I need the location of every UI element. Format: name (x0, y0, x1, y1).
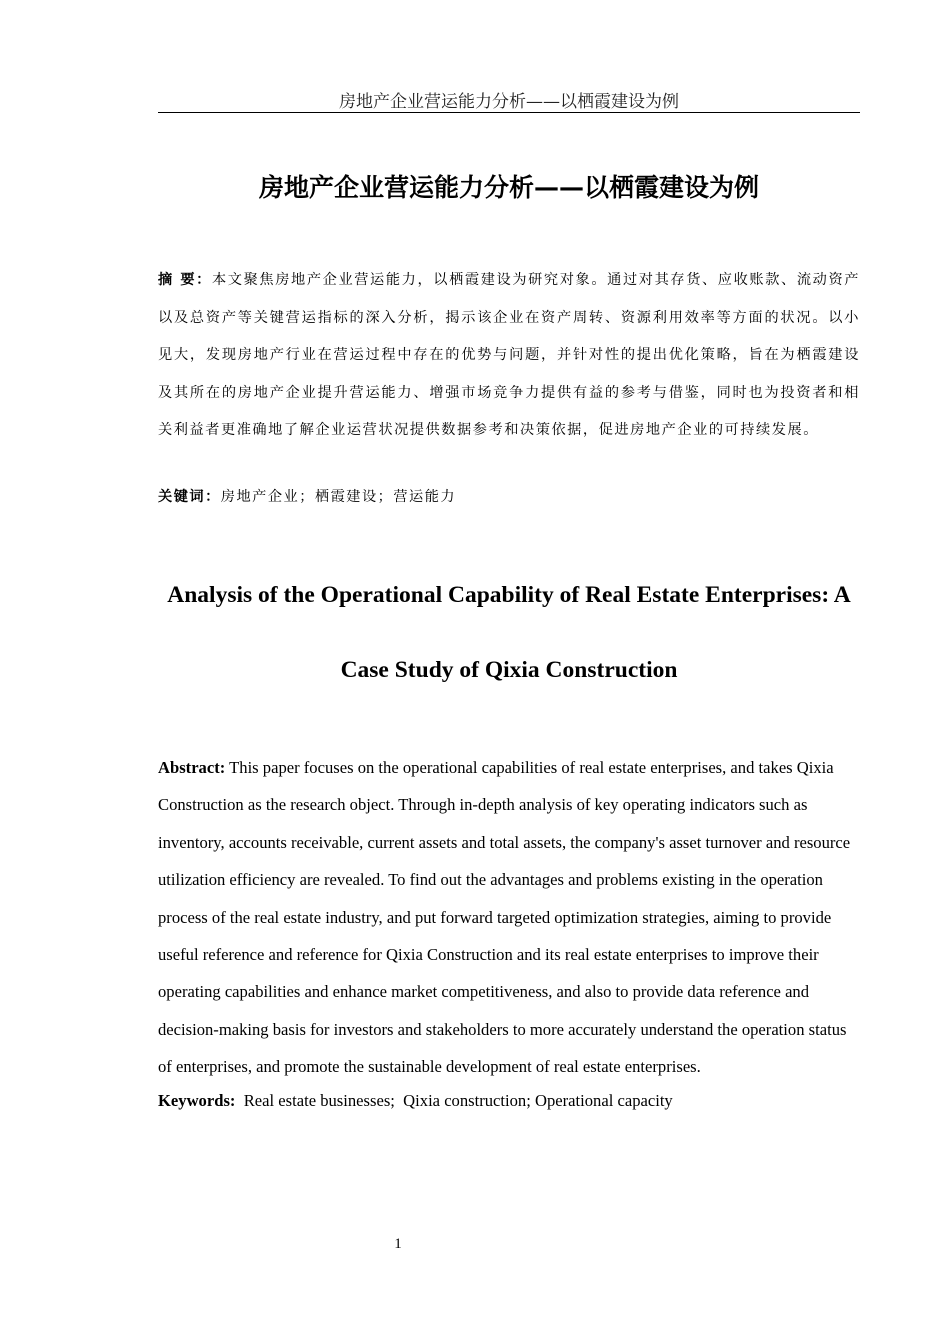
english-abstract-label: Abstract: (158, 758, 226, 777)
english-title (158, 558, 860, 708)
english-title-line-1: Analysis of the Operational Capability of Real Estate Enterprises: A (167, 582, 851, 608)
header-rule (158, 112, 860, 113)
chinese-abstract (158, 262, 860, 450)
running-header: 房地产企业营运能力分析——以栖霞建设为例 (339, 92, 679, 112)
english-keywords-text: Real estate businesses; Qixia construction; Operational capacity (235, 1091, 673, 1110)
english-abstract (158, 749, 860, 1086)
chinese-keywords (158, 484, 860, 510)
english-keywords-label: Keywords: (158, 1091, 236, 1110)
english-keywords (158, 1088, 860, 1114)
english-abstract-text: This paper focuses on the operational capabilities of real estate enterprises, and takes Qixia Construction as the research object. Through in-depth analysis of key operating indicators such as inventory, accounts receivable, current assets and total assets, the company's asset turnover and resource utilization efficiency are revealed. To find out the advantages and problems existing in the operation process of the real estate industry, and put forward targeted optimization strategies, aiming to provide useful reference and reference for Qixia Construction and its real estate enterprises to improve their operating capabilities and enhance market competitiveness, and also to provide data reference and decision-making basis for investors and stakeholders to more accurately understand the operation status of enterprises, and promote the sustainable development of real estate enterprises. (158, 758, 851, 1077)
chinese-keywords-label: 关键词： (158, 489, 221, 505)
english-title-line-2: Case Study of Qixia Construction (340, 657, 678, 683)
chinese-abstract-text: 本文聚焦房地产企业营运能力，以栖霞建设为研究对象。通过对其存货、应收账款、流动资产以及总资产等关键营运指标的深入分析，揭示该企业在资产周转、资源利用效率等方面的状况。以小见大，发现房地产行业在营运过程中存在的优势与问题，并针对性的提出优化策略，旨在为栖霞建设及其所在的房地产企业提升营运能力、增强市场竞争力提供有益的参考与借鉴，同时也为投资者和相关利益者更准确地了解企业运营状况提供数据参考和决策依据，促进房地产企业的可持续发展。 (158, 272, 860, 439)
chinese-keywords-text: 房地产企业；栖霞建设；营运能力 (220, 489, 457, 505)
chinese-abstract-label: 摘 要： (158, 272, 212, 288)
chinese-title: 房地产企业营运能力分析——以栖霞建设为例 (258, 173, 759, 202)
page-number: 1 (394, 1236, 402, 1252)
